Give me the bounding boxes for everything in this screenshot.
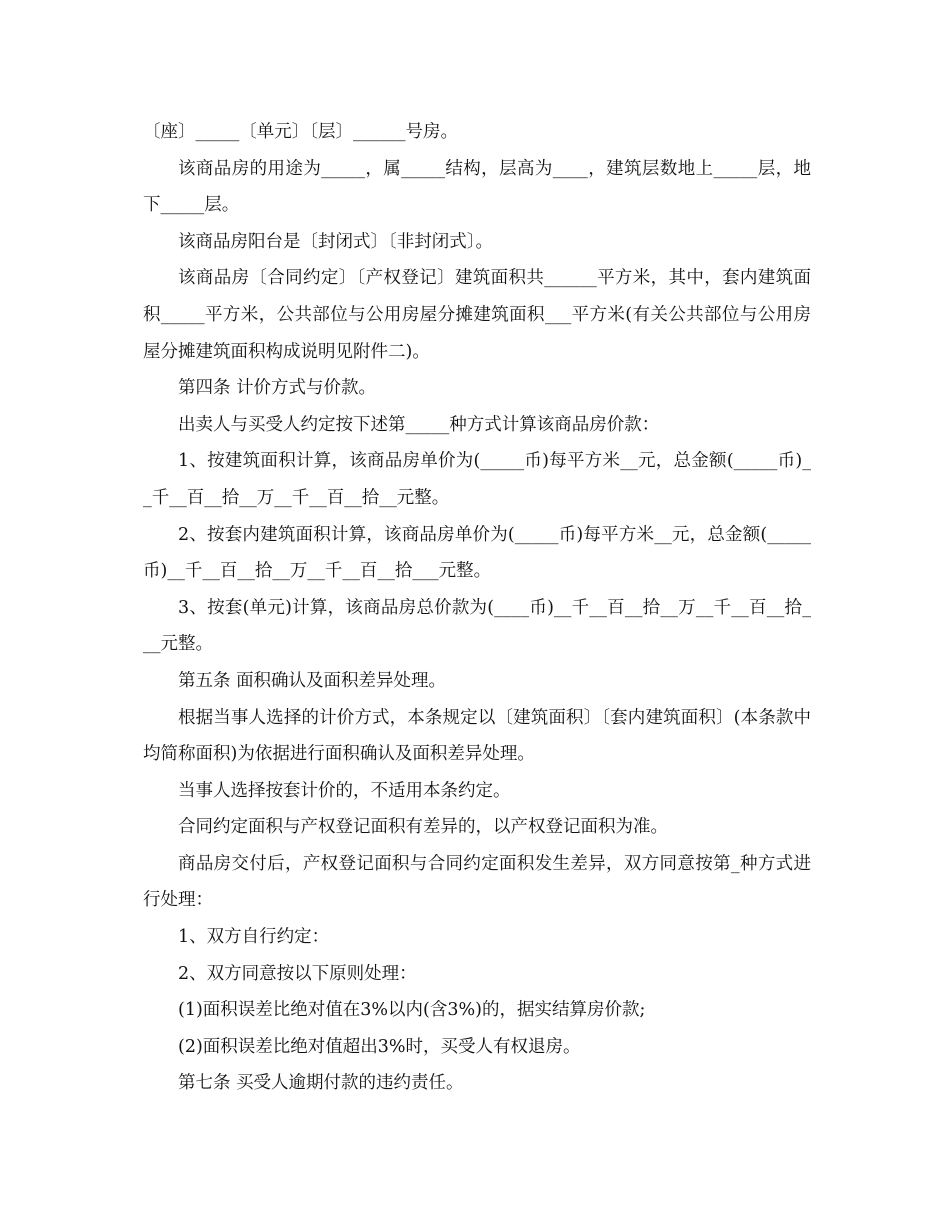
paragraph-pricing-option-1: 1、按建筑面积计算，该商品房单价为(_____币)每平方米__元，总金额(_____币)__千__百__拾__万__千__百__拾__元整。	[143, 451, 811, 508]
paragraph-unit-info: 〔座〕_____〔单元〕〔层〕______号房。	[143, 122, 458, 142]
paragraph-rule-within-3pct: (1)面积误差比绝对值在3%以内(含3%)的，据实结算房价款;	[178, 1000, 646, 1021]
document-body	[143, 114, 811, 1102]
heading-article-5: 第五条 面积确认及面积差异处理。	[178, 670, 447, 691]
paragraph-area: 该商品房〔合同约定〕〔产权登记〕建筑面积共______平方米，其中，套内建筑面积_____平方米，公共部位与公用房屋分摊建筑面积___平方米(有关公共部位与公用房屋分摊建筑面积构成说明见附件二)。	[143, 268, 811, 362]
paragraph-pricing-option-3: 3、按套(单元)计算，该商品房总价款为(____币)__千__百__拾__万__千__百__拾___元整。	[143, 597, 811, 655]
paragraph-per-unit-exclusion: 当事人选择按套计价的，不适用本条约定。	[178, 780, 511, 801]
paragraph-difference-handling: 商品房交付后，产权登记面积与合同约定面积发生差异，双方同意按第_种方式进行处理：	[143, 853, 811, 911]
paragraph-pricing-option-2: 2、按套内建筑面积计算，该商品房单价为(_____币)每平方米__元，总金额(_____币)__千__百__拾__万__千__百__拾___元整。	[143, 524, 811, 582]
paragraph-handling-option-2: 2、双方同意按以下原则处理：	[178, 963, 417, 984]
heading-article-4: 第四条 计价方式与价款。	[178, 378, 377, 399]
heading-article-7: 第七条 买受人逾期付款的违约责任。	[178, 1073, 464, 1094]
paragraph-usage: 该商品房的用途为_____，属_____结构，层高为____，建筑层数地上_____层，地下_____层。	[143, 158, 811, 216]
paragraph-pricing-method: 出卖人与买受人约定按下述第_____种方式计算该商品房价款：	[178, 414, 660, 435]
paragraph-registration-priority: 合同约定面积与产权登记面积有差异的，以产权登记面积为准。	[178, 817, 668, 838]
paragraph-balcony: 该商品房阳台是〔封闭式〕〔非封闭式〕。	[178, 231, 493, 252]
paragraph-rule-over-3pct: (2)面积误差比绝对值超出3%时，买受人有权退房。	[178, 1036, 581, 1057]
paragraph-area-basis: 根据当事人选择的计价方式，本条规定以〔建筑面积〕〔套内建筑面积〕(本条款中均简称面积)为依据进行面积确认及面积差异处理。	[143, 707, 811, 765]
paragraph-handling-option-1: 1、双方自行约定：	[178, 927, 330, 948]
